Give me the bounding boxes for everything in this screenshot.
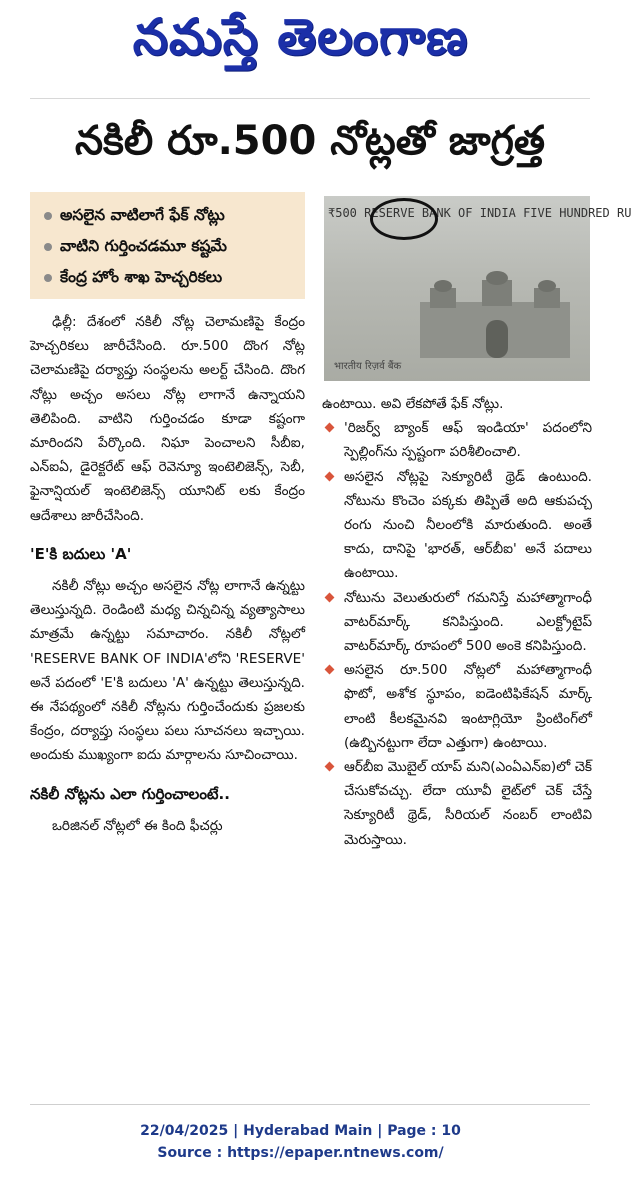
article-paragraph: నకిలీ నోట్లు అచ్చం అసలైన నోట్ల లాగానే ఉన్నట్టు తెలుస్తున్నది. రెండింటి మధ్య చిన్నచిన్న వ్యత్యాసాలు మాత్రమే ఉన్నట్టు సమాచారం. నకిలీ నోట్లలో 'RESERVE BANK OF INDIA'లోని 'RESERVE' అనే పదంలో 'E'కి బదులు 'A' ఉన్నట్టు తెలుస్తున్నది. ఈ నేపథ్యంలో నకిలీ నోట్లను గుర్తించేందుకు ప్రజలకు కేంద్రం, దర్యాప్తు సంస్థలు పలు సూచనలు ఇచ్చాయి. అందుకు ముఖ్యంగా ఐదు మార్గాలను సూచించాయి. <box>30 578 305 764</box>
feature-item: ఆర్‌బీఐ మొబైల్ యాప్ మని(ఎంఏఎన్‌ఐ)లో చెక్ చేసుకోవచ్చు. లేదా యూవీ లైట్‌లో చెక్ చేస్తే సెక్యూరిటీ థ్రెడ్, సీరియల్ నంబర్ లాంటివి మెరుస్తాయి. <box>322 755 592 852</box>
diamond-bullet-icon <box>325 665 335 675</box>
article-paragraph: ఒరిజినల్ నోట్లలో ఈ కింది ఫీచర్లు <box>52 817 223 834</box>
diamond-bullet-icon <box>325 592 335 602</box>
bullet-icon <box>44 243 52 251</box>
continuation-text: ఉంటాయి. అవి లేకపోతే ఫేక్ నోట్లు. <box>322 396 504 412</box>
divider <box>30 98 590 99</box>
right-column <box>322 392 592 852</box>
currency-note-photo <box>324 196 631 381</box>
highlight-circle <box>370 198 438 240</box>
red-fort-illustration <box>420 262 570 358</box>
page-footer <box>0 1120 601 1164</box>
article-headline: నకిలీ రూ.500 నోట్లతో జాగ్రత్త <box>74 118 546 164</box>
bullet-icon <box>44 212 52 220</box>
feature-item: 'రిజర్వ్ బ్యాంక్ ఆఫ్ ఇండియా' పదంలోని స్పెల్లింగ్‌ను స్పష్టంగా పరిశీలించాలి. <box>322 416 592 464</box>
highlight-item: కేంద్ర హోం శాఖ హెచ్చరికలు <box>44 262 299 293</box>
article-paragraph: ఢిల్లీ: దేశంలో నకిలీ నోట్ల చెలామణిపై కేంద్రం హెచ్చరికలు జారీచేసింది. రూ.500 దొంగ నోట్ల చెలామణిపై దర్యాప్తు సంస్థలను అలర్ట్ చేసింది. దొంగ నోట్లు అచ్చం అసలు నోట్ల లాగానే ఉన్నాయని తెలిపింది. వాటిని గుర్తించడం కూడా కష్టంగా మారిందని పేర్కొంది. నిఘా పెంచాలని సీబీఐ, ఎన్‌ఐఏ, డైరెక్టరేట్ ఆఫ్ రెవెన్యూ ఇంటెలిజెన్స్, సెబీ, ఫైనాన్షియల్ ఇంటెలిజెన్స్ యూనిట్ లకు కేంద్రం ఆదేశాలు జారీచేసింది. <box>30 314 305 524</box>
highlights-box <box>30 192 305 299</box>
feature-item: అసలైన రూ.500 నోట్లలో మహాత్మాగాంధీ ఫొటో, అశోక స్థూపం, ఐడెంటిఫికేషన్ మార్క్ లాంటి కీలకమైనవి ఇంటాగ్లియో ప్రింటింగ్‌లో (ఉబ్బినట్టుగా లేదా ఎత్తుగా) ఉంటాయి. <box>322 658 592 755</box>
bullet-icon <box>44 274 52 282</box>
highlight-item: అసలైన వాటిలాగే ఫేక్ నోట్లు <box>44 200 299 231</box>
diamond-bullet-icon <box>325 762 335 772</box>
edition-info: 22/04/2025 | Hyderabad Main | Page : 10 <box>140 1123 461 1139</box>
divider <box>30 1104 590 1105</box>
source-link[interactable]: Source : https://epaper.ntnews.com/ <box>157 1145 444 1161</box>
highlight-item: వాటిని గుర్తించడమూ కష్టమే <box>44 231 299 262</box>
feature-item: అసలైన నోట్లపై సెక్యూరిటీ థ్రెడ్ ఉంటుంది. నోటును కొంచెం పక్కకు తిప్పితే అది ఆకుపచ్చ రంగు నుంచి నీలంలోకి మారుతుంది. అంతే కాదు, దానిపై 'భారత్, ఆర్‌బీఐ' అనే పదాలు ఉంటాయి. <box>322 465 592 586</box>
diamond-bullet-icon <box>325 471 335 481</box>
masthead <box>0 0 601 88</box>
diamond-bullet-icon <box>325 423 335 433</box>
feature-item: నోటును వెలుతురులో గమనిస్తే మహాత్మాగాంధీ వాటర్‌మార్క్ కనిపిస్తుంది. ఎలక్ట్రోటైప్ వాటర్‌మార్క్ రూపంలో 500 అంకె కనిపిస్తుంది. <box>322 586 592 659</box>
section-subhead: నకిలీ నోట్లను ఎలా గుర్తించాలంటే.. <box>30 784 230 803</box>
hindi-bank-name: भारतीय रिज़र्व बैंक <box>334 361 402 372</box>
note-print-text: ₹500 RESERVE BANK OF INDIA FIVE HUNDRED RU <box>328 206 631 220</box>
newspaper-logo: నమస్తే తెలంగాణ <box>132 8 469 66</box>
section-subhead: 'E'కి బదులు 'A' <box>30 544 132 563</box>
left-column <box>30 310 305 838</box>
